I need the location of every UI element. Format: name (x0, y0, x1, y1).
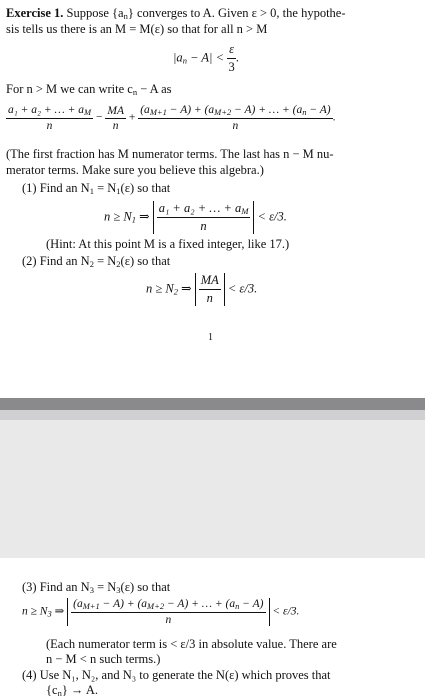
for-line: For n > M we can write $c_n - A$ as (6, 82, 172, 97)
absolute-value-step-3: $\frac{(a_{M+1} - A) + (a_{M+2} - A) + \dots + (a_n - A)}{n}$ (67, 598, 269, 626)
paragraph-note-line2: merator terms. Make sure you believe this algebra.) (6, 163, 264, 177)
paragraph-note-line1: (The first fraction has M numerator terms. The last has n − M nu- (6, 147, 334, 161)
exercise-intro-line2: sis tells us there is an M = M(ε) so that for all n > M (6, 22, 268, 36)
step-2-heading: (2) Find an $N_2 = N_2(\varepsilon)$ so that (22, 254, 171, 269)
equation-step-2: $n \ge N_2$ ⇒ $\frac{MA}{n}$ < ε/3. (146, 273, 258, 305)
step-1-heading: (1) Find an $N_1 = N_1(\varepsilon)$ so that (22, 181, 171, 196)
exercise-intro-line1: Exercise 1. Suppose $\{a_n\}$ converges to A. Given ε > 0, the hypothe- (6, 6, 346, 21)
paragraph-each-term-line1: (Each numerator term is < ε/3 in absolute value. There are (46, 637, 337, 651)
equation-step-1: $n \ge N_1$ ⇒ $\frac{a_1 + a_2 + \dots + a_M}{n}$ < ε/3. (104, 201, 287, 233)
paragraph-each-term-line2: n − M < n such terms.) (46, 652, 161, 666)
page-separator (0, 398, 425, 558)
equation-bound-an: $|a_n - A|$ < $\frac{\varepsilon}{3}$ . (173, 42, 240, 74)
absolute-value-step-2: $\frac{MA}{n}$ (195, 273, 225, 306)
page-number: 1 (208, 332, 213, 343)
step-3-heading: (3) Find an $N_3 = N_3(\varepsilon)$ so that (22, 580, 171, 595)
fraction-partial-sum: $\frac{a_1 + a_2 + \dots + a_M}{n}$ (8, 104, 92, 132)
fraction-tail-sum: $\frac{(a_{M+1} - A) + (a_{M+2} - A) + \dots + (a_n - A)}{n}$ (140, 104, 331, 132)
page-separator-shadow (0, 410, 425, 420)
absolute-value-step-1: $\frac{a_1 + a_2 + \dots + a_M}{n}$ (153, 201, 255, 234)
hint-text: (Hint: At this point M is a fixed integer, like 17.) (46, 237, 290, 251)
exercise-label: Exercise 1. (6, 6, 64, 20)
equation-decomposition: $\frac{a_1 + a_2 + \dots + a_M}{n}$ − $\frac{MA}{n}$ + $\frac{(a_{M+1} - A) + (a_{M+2} - A) + \dots + (a_n - A)}{n}$ . (8, 104, 336, 132)
page-separator-top (0, 398, 425, 410)
fraction-MA-over-n: $\frac{MA}{n}$ (107, 104, 124, 132)
fraction-eps-3: $\frac{\varepsilon}{3}$ (228, 42, 235, 74)
equation-step-3: $n \ge N_3$ ⇒ $\frac{(a_{M+1} - A) + (a_{M+2} - A) + \dots + (a_n - A)}{n}$ < ε/3. (22, 598, 300, 626)
step-4-line1: (4) Use N₁, N₂, and N₃ to generate the N(ε) which proves that (22, 668, 331, 682)
step-4-line2: $\{c_n\} \to A$. (46, 683, 99, 698)
